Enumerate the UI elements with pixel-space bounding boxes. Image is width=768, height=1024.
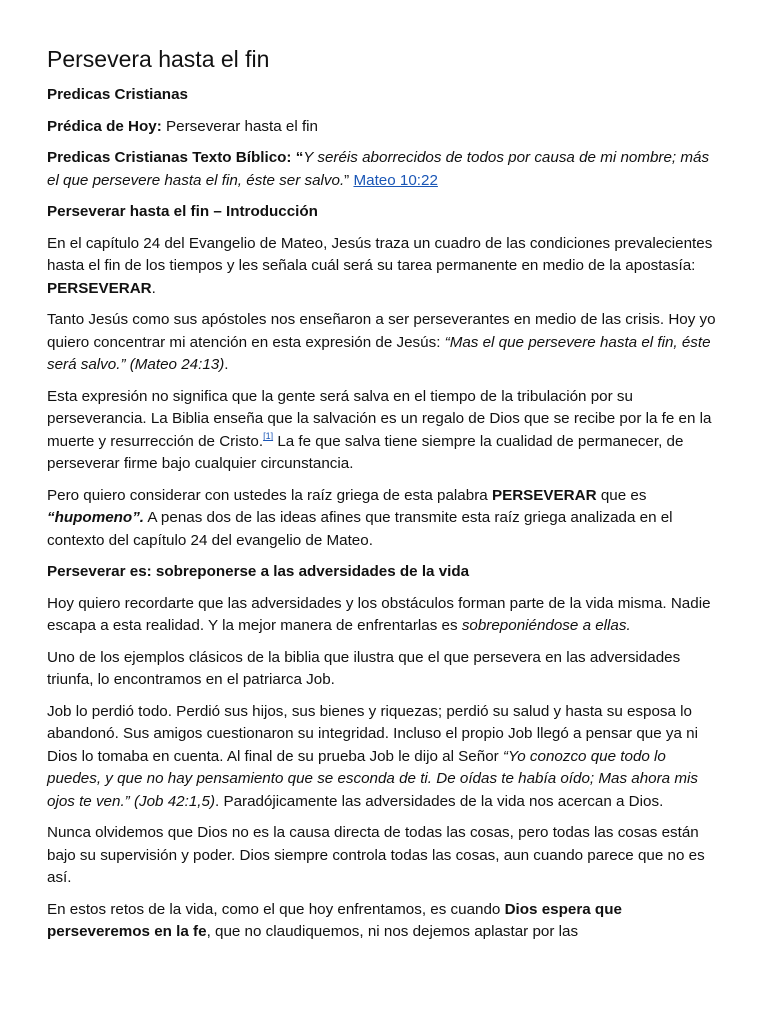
paragraph-5 [47,593,721,638]
p9-bold: Dios espera que perseveremos en la fe [47,900,622,940]
footnote-link[interactable]: [1] [263,431,274,442]
p9-end: , que no claudiquemos, ni nos dejemos aplastar por las [206,923,579,940]
intro-heading: Perseverar hasta el fin – Introducción [47,203,318,220]
p7-italic: “Yo conozco que todo lo puedes, y que no hay pensamiento que se esconda de ti. De oídas te había oído; Mas ahora mis ojos te ven.” (Job 42:1,5) [47,747,698,810]
p5-italic: sobreponiéndose a ellas. [461,617,631,634]
texto-biblico-line [47,147,721,192]
p4-text: Pero quiero considerar con ustedes la raíz griega de esta palabra [47,486,492,504]
mateo-10-22-link[interactable]: Mateo 10:22 [353,171,438,189]
paragraph-6: Uno de los ejemplos clásicos de la biblia que ilustra que el que persevera en las adversidades triunfa, lo encontramos en el patriarca Job. [47,648,681,688]
paragraph-2 [47,309,721,377]
texto-label: Predicas Cristianas Texto Bíblico: “ [47,149,304,166]
paragraph-3 [47,386,721,476]
section2-heading: Perseverar es: sobreponerse a las adversidades de la vida [47,563,470,580]
p3-text: Esta expresión no significa que la gente será salva en el tiempo de la tribulación por su perseverancia. La Biblia enseña que la salvación es un regalo de Dios que se recibe por la fe en la muerte y resurrección de Cristo. [47,387,712,450]
paragraph-9 [47,899,721,944]
paragraph-7 [47,701,721,814]
p2-end: . [224,356,229,373]
p9-text: En estos retos de la vida, como el que hoy enfrentamos, es cuando [47,900,505,918]
p4-end: A penas dos de las ideas afines que transmite esta raíz griega analizada en el contexto del capítulo 24 del evangelio de Mateo. [47,509,673,549]
predica-label: Prédica de Hoy: [47,117,162,135]
p2-italic: “Mas el que persevere hasta el fin, éste será salvo.” (Mateo 24:13) [47,333,711,373]
paragraph-8: Nunca olvidemos que Dios no es la causa directa de todas las cosas, pero todas las cosas están bajo su supervisión y poder. Dios siempre controla todas las cosas, aun cuando parece que no es así. [47,824,705,886]
texto-quote: Y seréis aborrecidos de todos por causa de mi nombre; más el que persevere hasta el fin, éste ser salvo. [47,149,710,189]
p1-text: En el capítulo 24 del Evangelio de Mateo, Jesús traza un cuadro de las condiciones prevalecientes hasta el fin de los tiempos y les señala cuál será su tarea permanente en medio de la apostasía: [47,234,713,274]
p7-text: Job lo perdió todo. Perdió sus hijos, sus bienes y riquezas; perdió su salud y hasta su esposa lo abandonó. Sus amigos cuestionaron su integridad. Incluso el propio Job llegó a pensar que ya ni Dios lo tomaba en cuenta. Al final de su prueba Job le dijo al Señor [47,702,698,765]
texto-close: ” [344,171,350,189]
p1-end: . [151,279,156,297]
predica-value: Perseverar hasta el fin [166,117,318,135]
p4-bolditalic: “hupomeno”. [47,509,145,526]
p5-text: Hoy quiero recordarte que las adversidades y los obstáculos forman parte de la vida misma. Nadie escapa a esta realidad. Y la mejor manera de enfrentarlas es [47,594,711,634]
subtitle: Predicas Cristianas [47,86,188,103]
predica-line [47,116,721,139]
p7-end: . Paradójicamente las adversidades de la vida nos acercan a Dios. [215,792,664,810]
page-title: Persevera hasta el fin [47,46,270,72]
paragraph-4 [47,485,721,553]
p4-bold: PERSEVERAR [491,486,597,504]
p1-bold: PERSEVERAR [47,279,152,297]
paragraph-1 [47,233,721,301]
p3-end: La fe que salva tiene siempre la cualidad de permanecer, de perseverar firme bajo cualquier circunstancia. [47,432,684,472]
p4-mid: que es [596,486,647,504]
p2-text: Tanto Jesús como sus apóstoles nos enseñaron a ser perseverantes en medio de las crisis. Hoy yo quiero concentrar mi atención en esta expresión de Jesús: [47,311,716,351]
